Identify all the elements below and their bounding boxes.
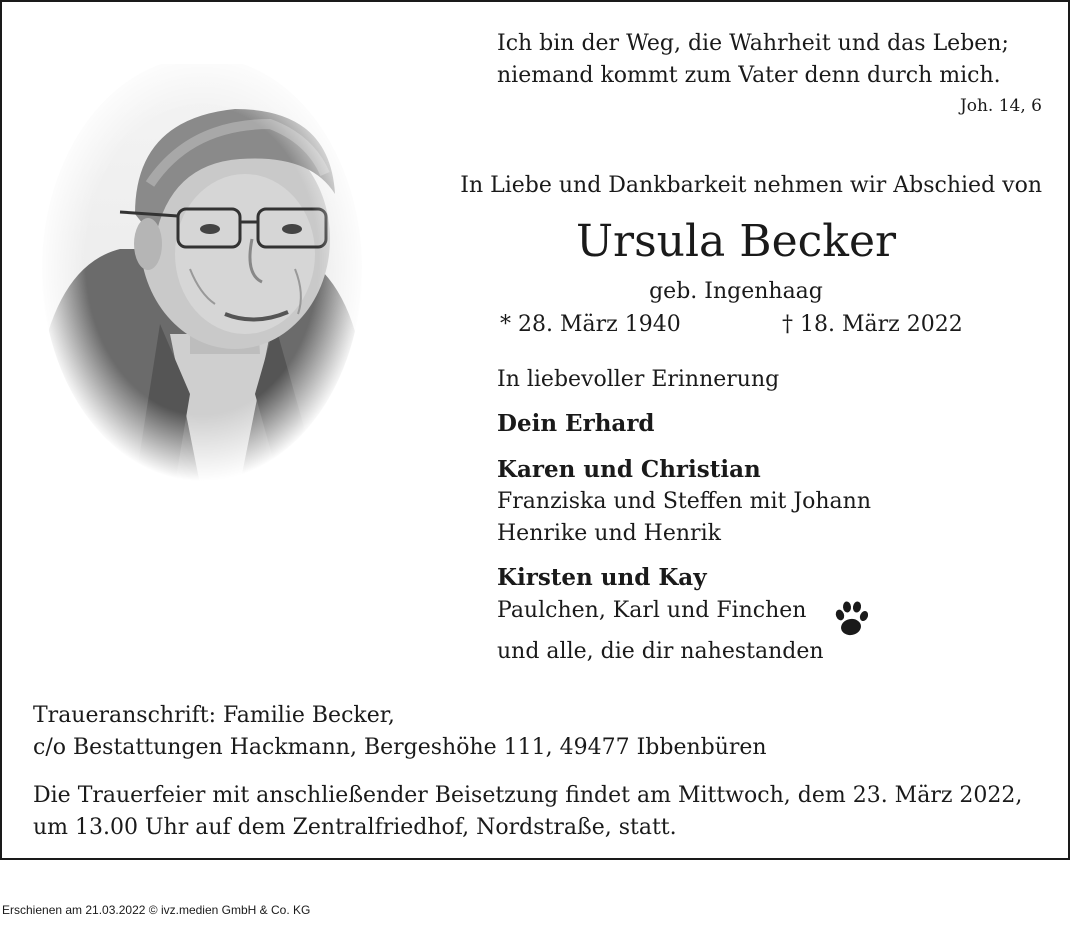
- mourner-group-2-line-1: Franziska und Steffen mit Johann: [497, 489, 871, 514]
- farewell-intro: In Liebe und Dankbarkeit nehmen wir Abschied von: [460, 173, 1042, 198]
- portrait-photo: [40, 64, 364, 484]
- mourning-address-line-1: Traueranschrift: Familie Becker,: [33, 703, 395, 728]
- paw-print-icon: [834, 600, 868, 638]
- birth-date: * 28. März 1940: [500, 312, 681, 337]
- mourner-group-2-line-2: Henrike und Henrik: [497, 521, 721, 546]
- remembrance-intro: In liebevoller Erinnerung: [497, 367, 780, 392]
- service-info-line-2: um 13.00 Uhr auf dem Zentralfriedhof, Nordstraße, statt.: [33, 815, 677, 840]
- mourner-group-1-title: Dein Erhard: [497, 410, 655, 437]
- deceased-name: Ursula Becker: [575, 216, 897, 267]
- quote-line-1: Ich bin der Weg, die Wahrheit und das Leben;: [497, 31, 1009, 56]
- service-info-line-1: Die Trauerfeier mit anschließender Beisetzung findet am Mittwoch, dem 23. März 2022,: [33, 783, 1023, 808]
- quote-line-2: niemand kommt zum Vater denn durch mich.: [497, 63, 1001, 88]
- death-date: † 18. März 2022: [782, 312, 963, 337]
- mourners-closing: und alle, die dir nahestanden: [497, 639, 824, 664]
- mourner-group-3-line-1: Paulchen, Karl und Finchen: [497, 598, 807, 623]
- maiden-name: geb. Ingenhaag: [649, 279, 823, 304]
- mourning-address-line-2: c/o Bestattungen Hackmann, Bergeshöhe 111, 49477 Ibbenbüren: [33, 735, 767, 760]
- publication-footer: Erschienen am 21.03.2022 © ivz.medien GmbH & Co. KG: [2, 903, 311, 917]
- quote-source: Joh. 14, 6: [959, 96, 1042, 116]
- mourner-group-3-title: Kirsten und Kay: [497, 564, 707, 591]
- mourner-group-2-title: Karen und Christian: [497, 456, 761, 483]
